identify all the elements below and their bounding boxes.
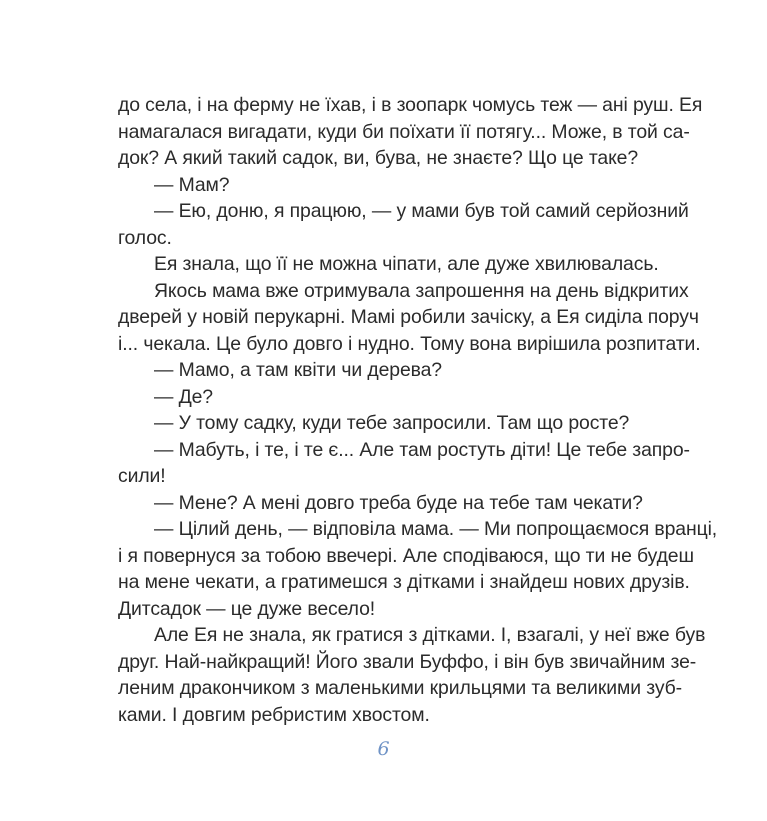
text-line: док? А який такий садок, ви, бува, не знаєте? Що це таке? bbox=[118, 147, 639, 169]
text-line: дверей у новій перукарні. Мамі робили зачіску, а Ея сиділа поруч bbox=[118, 306, 699, 328]
text-line: Ея знала, що її не можна чіпати, але дуже хвилювалась. bbox=[154, 253, 659, 275]
text-line: на мене чекати, а гратимешся з дітками і знайдеш нових друзів. bbox=[118, 571, 690, 593]
text-line: — Ею, доню, я працюю, — у мами був той самий серйозний bbox=[154, 200, 689, 222]
text-line: — Де? bbox=[154, 385, 213, 408]
text-line: намагалася вигадати, куди би поїхати її потягу... Може, в той са- bbox=[118, 120, 690, 143]
text-line: друг. Най-найкращий! Його звали Буффо, і він був звичайним зе- bbox=[118, 650, 697, 673]
text-line: — Мамо, а там квіти чи дерева? bbox=[154, 359, 442, 381]
text-line: і я повернуся за тобою ввечері. Але сподіваюся, що ти не будеш bbox=[118, 544, 694, 567]
text-line: ками. І довгим ребристим хвостом. bbox=[118, 703, 430, 726]
text-line: — Цілий день, — відповіла мама. — Ми попрощаємося вранці, bbox=[154, 518, 718, 540]
text-line: — У тому садку, куди тебе запросили. Там що росте? bbox=[154, 412, 630, 434]
text-line: сили! bbox=[118, 465, 166, 487]
text-line: — Мабуть, і те, і те є... Але там ростуть діти! Це тебе запро- bbox=[154, 438, 690, 461]
text-line: до села, і на ферму не їхав, і в зоопарк чомусь теж — ані руш. Ея bbox=[118, 94, 703, 116]
text-line: — Мене? А мені довго треба буде на тебе там чекати? bbox=[154, 491, 643, 514]
page-body-text bbox=[118, 92, 718, 728]
text-line: Дитсадок — це дуже весело! bbox=[118, 597, 376, 620]
page-number: 6 bbox=[377, 738, 390, 760]
text-line: — Мам? bbox=[154, 173, 230, 196]
text-line: Але Ея не знала, як гратися з дітками. І, взагалі, у неї вже був bbox=[154, 624, 706, 646]
text-line: і... чекала. Це було довго і нудно. Тому вона вирішила розпитати. bbox=[118, 332, 701, 355]
text-line: леним дракончиком з маленькими крильцями та великими зуб- bbox=[118, 677, 682, 699]
text-line: голос. bbox=[118, 226, 172, 249]
text-line: Якось мама вже отримувала запрошення на день відкритих bbox=[154, 279, 689, 302]
